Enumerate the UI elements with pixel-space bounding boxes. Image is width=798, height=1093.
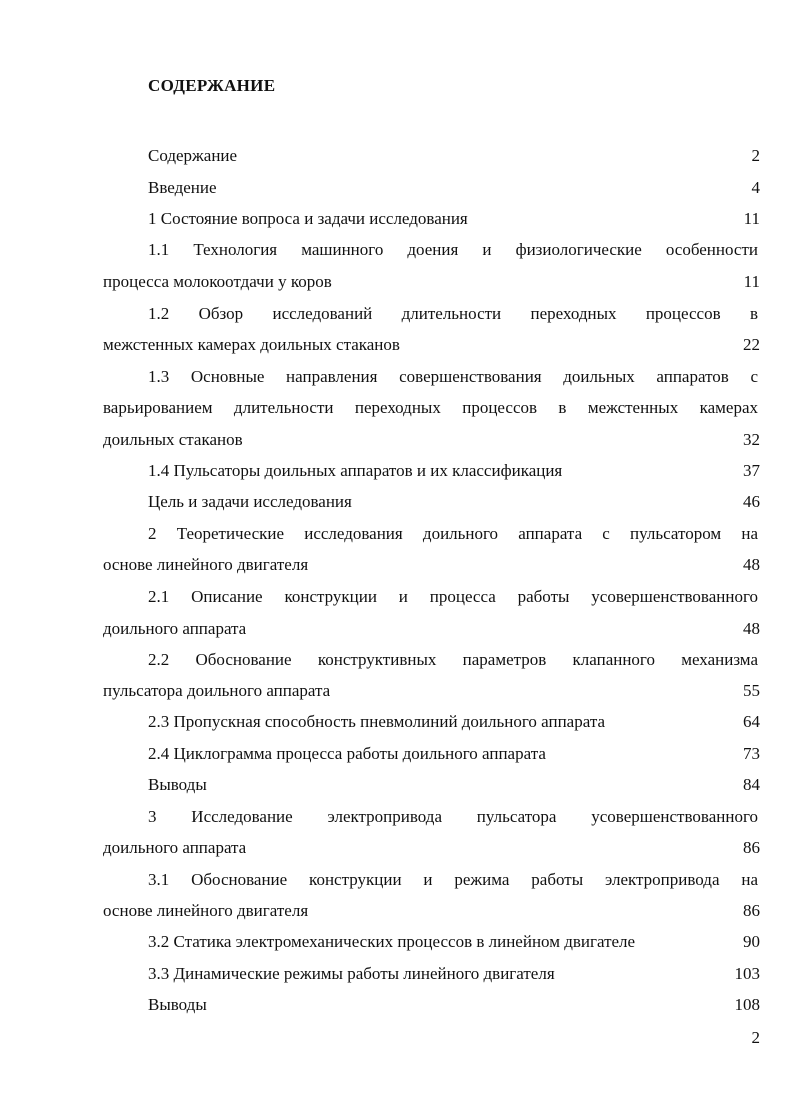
- toc-entry-page: 11: [743, 272, 760, 291]
- toc-entry-line: доильного аппарата: [103, 619, 247, 638]
- toc-entry-page: 11: [743, 209, 760, 228]
- toc-entry-line: 3 Исследование электропривода пульсатора усовершенствованного: [148, 807, 758, 826]
- toc-entry-page: 2: [751, 146, 760, 165]
- toc-entry-page: 4: [751, 178, 760, 197]
- toc-entry-page: 46: [743, 492, 760, 511]
- toc-entry-page: 90: [743, 932, 760, 951]
- page-title: СОДЕРЖАНИЕ: [148, 76, 276, 95]
- toc-entry-line: Выводы: [148, 775, 207, 794]
- toc-entry-page: 32: [743, 430, 760, 449]
- toc-entry-line: Цель и задачи исследования: [148, 492, 352, 511]
- toc-entry-line: 3.3 Динамические режимы работы линейного двигателя: [148, 964, 555, 983]
- toc-entry-line: 1.4 Пульсаторы доильных аппаратов и их классификация: [148, 461, 563, 480]
- toc-entry-page: 55: [743, 681, 760, 700]
- toc-entry-page: 37: [743, 461, 760, 480]
- toc-entry-line: основе линейного двигателя: [103, 555, 309, 574]
- toc-entry-page: 48: [743, 619, 760, 638]
- toc-entry-page: 48: [743, 555, 760, 574]
- page-number: 2: [751, 1028, 760, 1047]
- toc-entry-line: 1.3 Основные направления совершенствования доильных аппаратов с: [148, 367, 758, 386]
- toc-entry-line: 1 Состояние вопроса и задачи исследования: [148, 209, 468, 228]
- toc-entry-page: 73: [743, 744, 760, 763]
- toc-entry-line: пульсатора доильного аппарата: [103, 681, 331, 700]
- toc-entry-page: 64: [743, 712, 760, 731]
- toc-entry-line: межстенных камерах доильных стаканов: [103, 335, 400, 354]
- toc-entry-line: Содержание: [148, 146, 238, 165]
- toc-entry-line: 1.1 Технология машинного доения и физиологические особенности: [148, 240, 758, 259]
- toc-entry-line: Выводы: [148, 995, 207, 1014]
- toc-entry-line: 2.3 Пропускная способность пневмолиний доильного аппарата: [148, 712, 606, 731]
- toc-entry-page: 86: [743, 838, 760, 857]
- toc-entry-line: основе линейного двигателя: [103, 901, 309, 920]
- toc-entry-line: 2.4 Циклограмма процесса работы доильного аппарата: [148, 744, 546, 763]
- toc-entry-line: 3.1 Обоснование конструкции и режима работы электропривода на: [148, 870, 758, 889]
- toc-entry-line: 2.1 Описание конструкции и процесса работы усовершенствованного: [148, 587, 758, 606]
- toc-entry-line: доильных стаканов: [103, 430, 243, 449]
- toc-entry-page: 103: [734, 964, 760, 983]
- toc-entry-line: доильного аппарата: [103, 838, 247, 857]
- toc-entry-line: 2 Теоретические исследования доильного аппарата с пульсатором на: [148, 524, 758, 543]
- toc-entry-page: 84: [743, 775, 760, 794]
- toc-entry-page: 22: [743, 335, 760, 354]
- toc-entry-line: 1.2 Обзор исследований длительности переходных процессов в: [148, 304, 758, 323]
- toc-entry-page: 86: [743, 901, 760, 920]
- toc-entry-line: 2.2 Обоснование конструктивных параметров клапанного механизма: [148, 650, 758, 669]
- toc-entry-page: 108: [734, 995, 760, 1014]
- toc-entry-line: 3.2 Статика электромеханических процессов в линейном двигателе: [148, 932, 636, 951]
- toc-entry-line: варьированием длительности переходных процессов в межстенных камерах: [103, 398, 758, 417]
- toc-entry-line: Введение: [148, 178, 217, 197]
- toc-entry-line: процесса молокоотдачи у коров: [103, 272, 332, 291]
